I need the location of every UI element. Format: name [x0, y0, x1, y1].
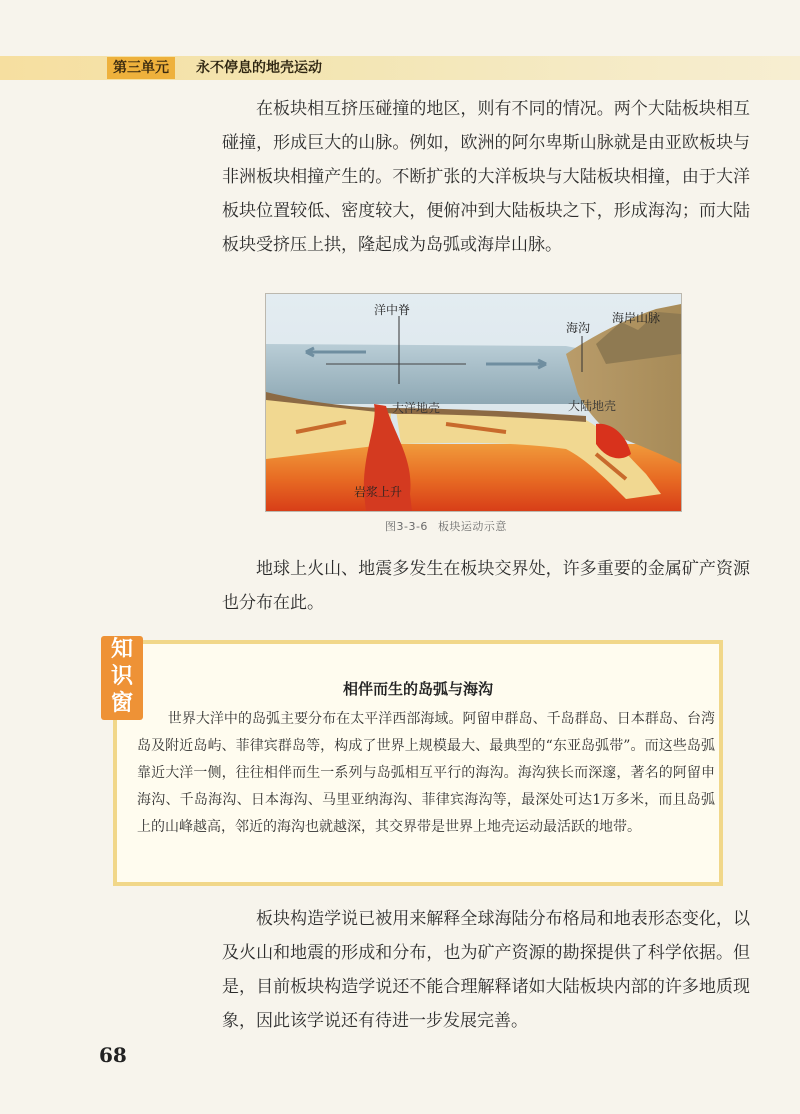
label-ridge: 洋中脊 [374, 303, 411, 317]
page-number: 68 [99, 1043, 127, 1067]
plate-diagram [266, 294, 681, 511]
paragraph-plate-tectonics-theory: 板块构造学说已被用来解释全球海陆分布格局和地表形态变化，以及火山和地震的形成和分布，也为矿产资源的勘探提供了科学依据。但是，目前板块构造学说还不能合理解释诸如大陆板块内部的许多地质现象，因此该学说还有待进一步发展完善。 [222, 909, 750, 1031]
knowledge-window-badge [101, 636, 143, 720]
label-oceanic-crust: 大洋地壳 [392, 401, 441, 415]
label-coastal-mountain: 海岸山脉 [612, 311, 661, 325]
badge-char-3: 窗 [110, 691, 133, 716]
paragraph-plate-collision: 在板块相互挤压碰撞的地区，则有不同的情况。两个大陆板块相互碰撞，形成巨大的山脉。例如，欧洲的阿尔卑斯山脉就是由亚欧板块与非洲板块相撞产生的。不断扩张的大洋板块与大陆板块相撞，由于大洋板块位置较低、密度较大，便俯冲到大陆板块之下，形成海沟；而大陆板块受挤压上拱，隆起成为岛弧或海岸山脉。 [222, 99, 750, 255]
caption-text: 板块运动示意 [437, 520, 507, 533]
paragraph-volcano-earthquake: 地球上火山、地震多发生在板块交界处，许多重要的金属矿产资源也分布在此。 [222, 559, 750, 613]
label-continental-crust: 大陆地壳 [568, 399, 617, 413]
badge-char-2: 识 [110, 664, 133, 689]
caption-number: 图3-3-6 [385, 520, 428, 533]
plate-movement-figure [265, 293, 682, 512]
knowledge-window-box [113, 640, 723, 886]
label-magma: 岩浆上升 [354, 485, 403, 499]
knowledge-window-title: 相伴而生的岛弧与海沟 [342, 680, 493, 698]
knowledge-window-text: 世界大洋中的岛弧主要分布在太平洋西部海域。阿留申群岛、千岛群岛、日本群岛、台湾岛及附近岛屿、菲律宾群岛等，构成了世界上规模最大、最典型的“东亚岛弧带”。而这些岛弧靠近大洋一侧，往往相伴而生一系列与岛弧相互平行的海沟。海沟狭长而深邃，著名的阿留申海沟、千岛海沟、日本海沟、马里亚纳海沟、菲律宾海沟等，最深处可达1万多米，而且岛弧上的山峰越高，邻近的海沟也就越深，其交界带是世界上地壳运动最活跃的地带。 [137, 711, 715, 835]
label-trench: 海沟 [566, 321, 591, 335]
figure-caption [385, 518, 625, 534]
unit-title: 永不停息的地壳运动 [196, 60, 322, 76]
unit-tag: 第三单元 [107, 57, 175, 79]
badge-char-1: 知 [110, 637, 133, 662]
